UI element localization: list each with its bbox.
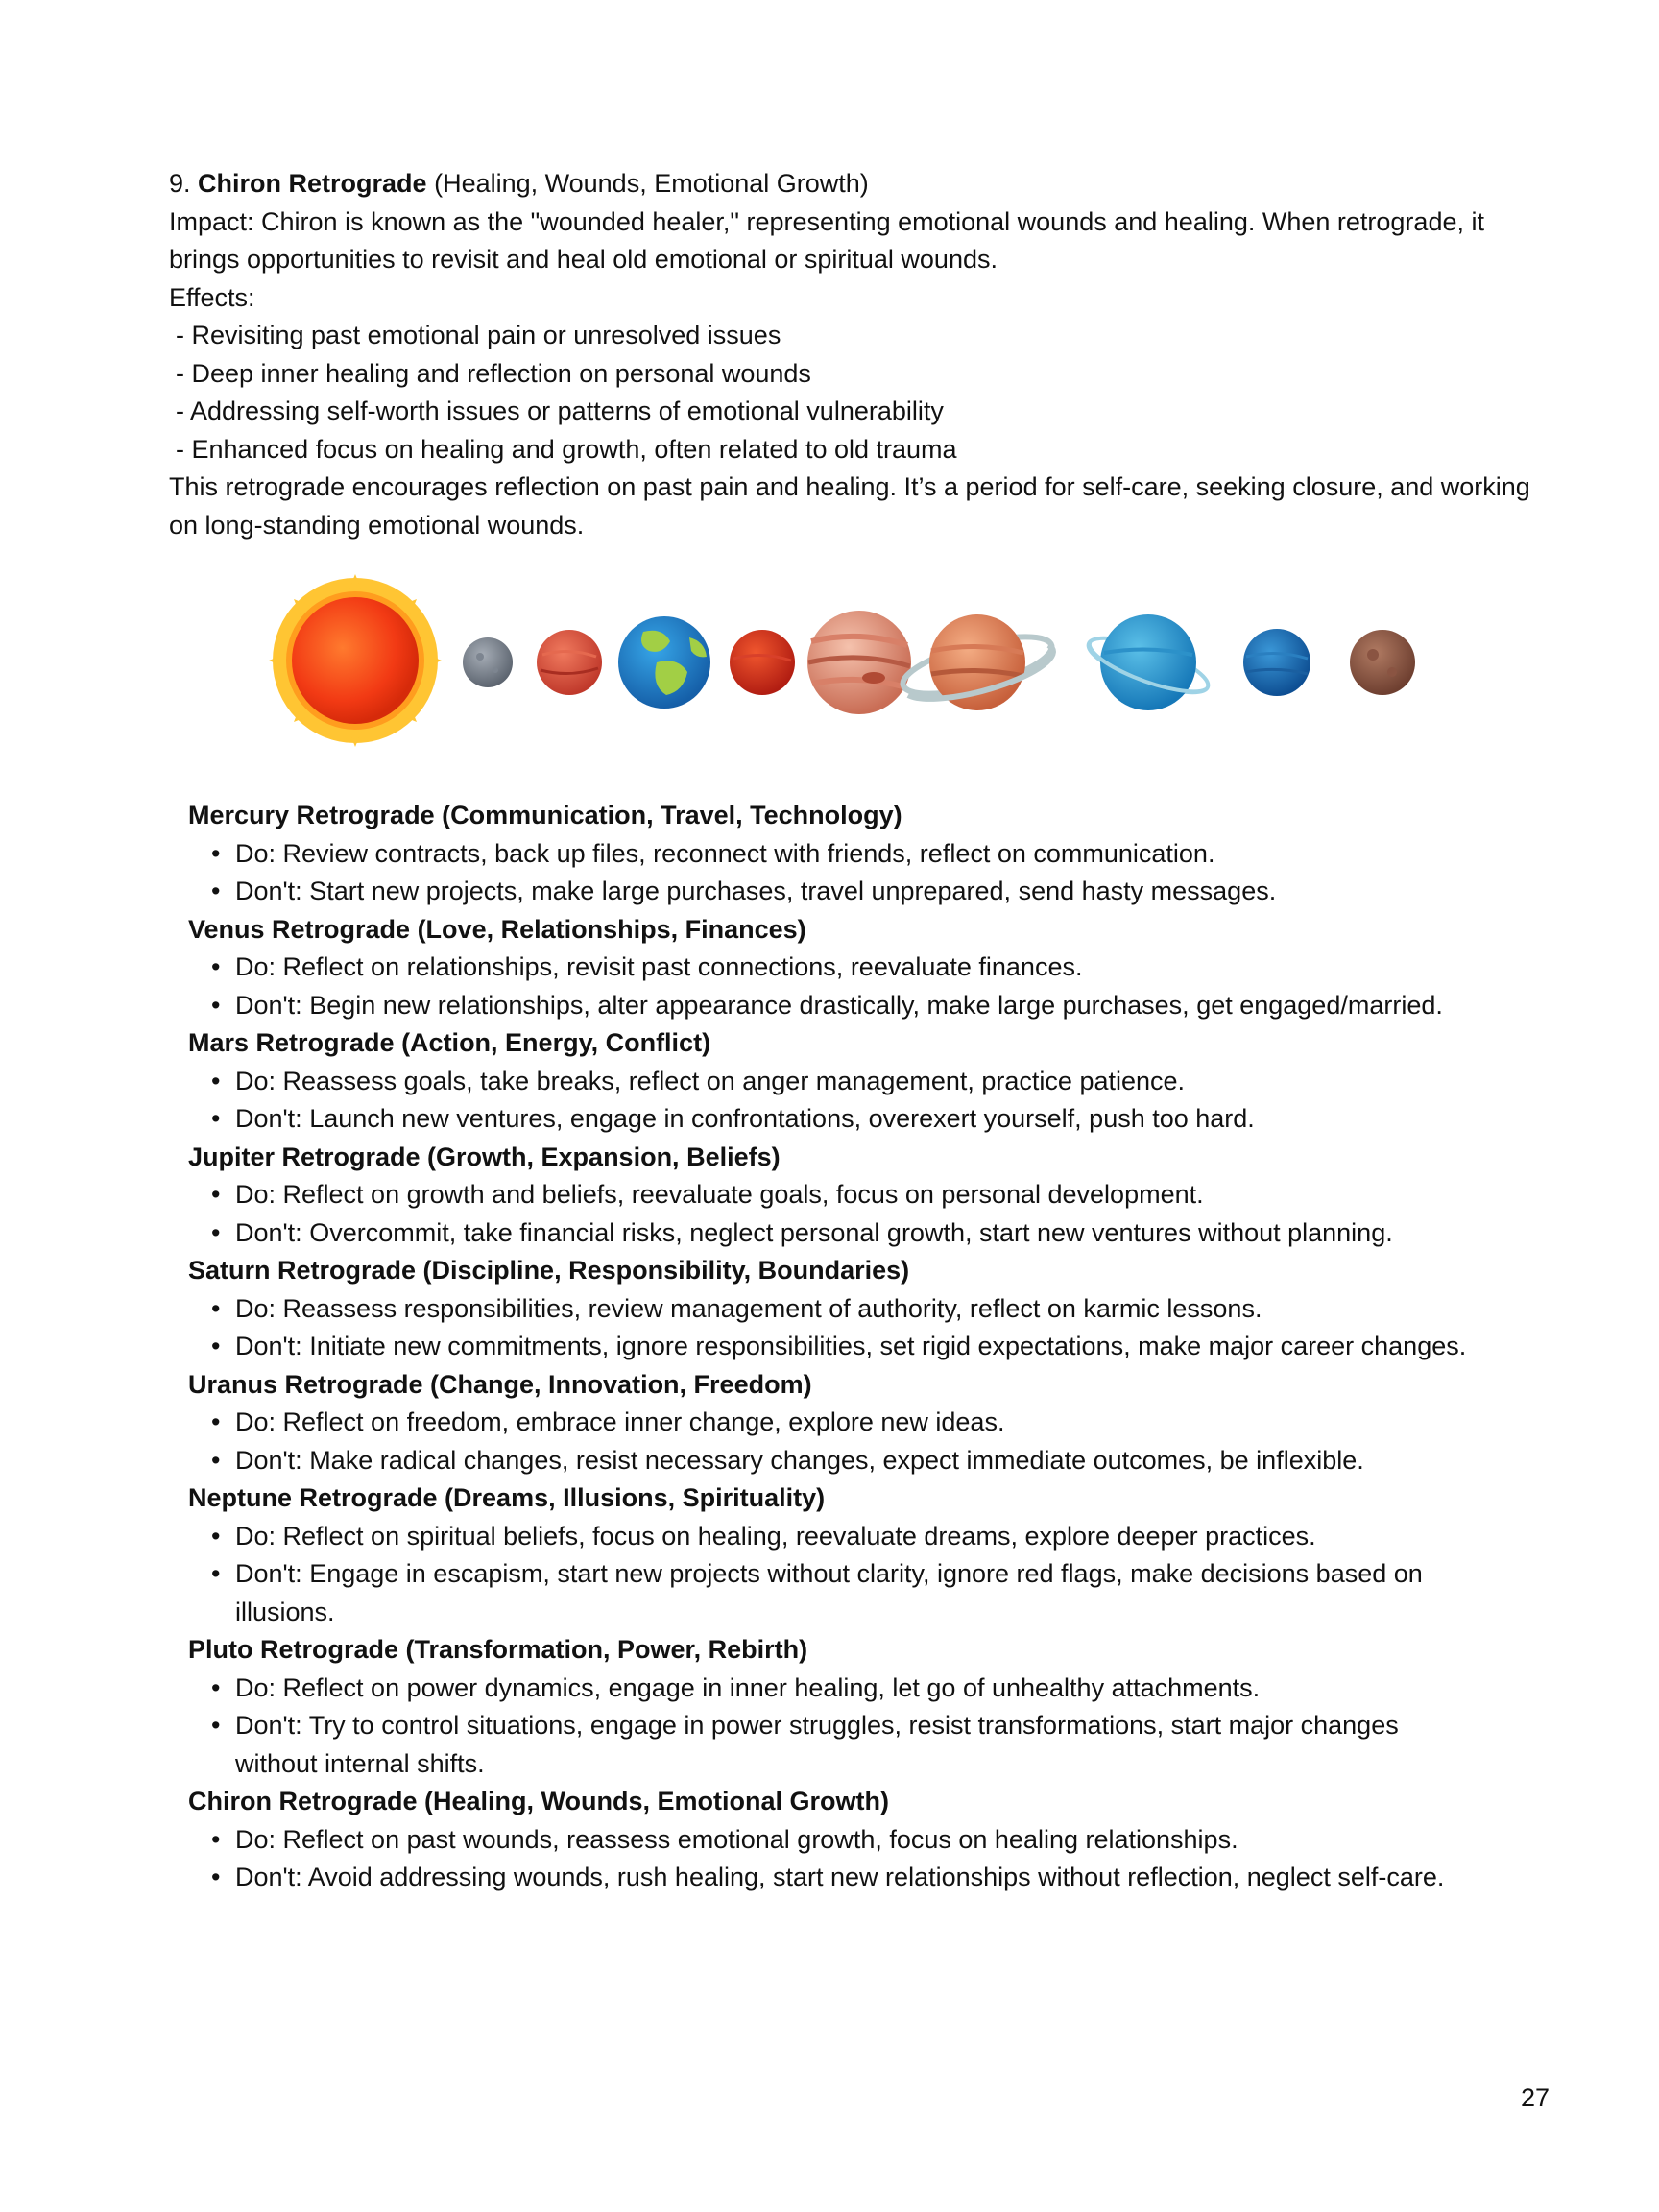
retrograde-heading: Chiron Retrograde (Healing, Wounds, Emotional Growth) (188, 1787, 890, 1815)
sun-icon (269, 574, 442, 747)
do-item: • Do: Reflect on relationships, revisit past connections, reevaluate finances. (188, 949, 1475, 987)
mercury-icon (463, 637, 513, 687)
retrograde-bullets (188, 1518, 1475, 1632)
section-title: Chiron Retrograde (198, 169, 427, 198)
pluto-icon (1350, 630, 1415, 695)
do-item: • Do: Review contracts, back up files, reconnect with friends, reflect on communication. (188, 835, 1475, 874)
planets-illustration (269, 574, 1421, 747)
retrograde-heading: Neptune Retrograde (Dreams, Illusions, Spirituality) (188, 1483, 826, 1512)
dont-item: • Don't: Initiate new commitments, ignore responsibilities, set rigid expectations, make major career changes. (188, 1328, 1475, 1366)
do-item: • Do: Reflect on power dynamics, engage in inner healing, let go of unhealthy attachments. (188, 1670, 1475, 1708)
dont-item: • Don't: Launch new ventures, engage in confrontations, overexert yourself, push too hard. (188, 1100, 1475, 1139)
effect-item: - Enhanced focus on healing and growth, often related to old trauma (176, 434, 957, 464)
dont-item: • Don't: Make radical changes, resist necessary changes, expect immediate outcomes, be inflexible. (188, 1442, 1475, 1480)
mars-icon (730, 630, 795, 695)
do-item: • Do: Reflect on growth and beliefs, reevaluate goals, focus on personal development. (188, 1176, 1475, 1214)
closing-paragraph: This retrograde encourages reflection on past pain and healing. It’s a period for self-care, seeking closure, and working on long-standing emotional wounds. (169, 472, 1530, 540)
retrograde-bullets (188, 1404, 1475, 1479)
effect-item: - Revisiting past emotional pain or unresolved issues (176, 321, 781, 349)
impact-paragraph: Impact: Chiron is known as the "wounded healer," representing emotional wounds and healing. When retrograde, it brings opportunities to revisit and heal old emotional or spiritual wounds. (169, 206, 1484, 274)
neptune-icon (1243, 629, 1310, 696)
page-number: 27 (1521, 2083, 1551, 2112)
retrograde-heading: Jupiter Retrograde (Growth, Expansion, Beliefs) (188, 1142, 781, 1171)
effects-label: Effects: (169, 282, 255, 312)
retrograde-guide-list (188, 797, 1475, 1897)
effect-item: - Addressing self-worth issues or patterns of emotional vulnerability (176, 397, 944, 425)
retrograde-bullets (188, 1670, 1475, 1784)
do-item: • Do: Reflect on past wounds, reassess emotional growth, focus on healing relationships. (188, 1821, 1475, 1860)
do-item: • Do: Reassess goals, take breaks, reflect on anger management, practice patience. (188, 1063, 1475, 1101)
earth-icon (618, 616, 710, 709)
do-item: • Do: Reflect on spiritual beliefs, focus on healing, reevaluate dreams, explore deeper practices. (188, 1518, 1475, 1556)
retrograde-bullets (188, 1290, 1475, 1366)
dont-item: • Don't: Overcommit, take financial risks, neglect personal growth, start new ventures without planning. (188, 1214, 1475, 1253)
retrograde-heading: Mercury Retrograde (Communication, Travel, Technology) (188, 801, 902, 830)
effect-item: - Deep inner healing and reflection on personal wounds (176, 358, 811, 388)
retrograde-bullets (188, 1063, 1475, 1139)
dont-item: • Don't: Try to control situations, engage in power struggles, resist transformations, start major changes without internal shifts. (188, 1707, 1475, 1783)
section-number: 9. (169, 169, 191, 198)
retrograde-bullets (188, 1176, 1475, 1252)
section-heading (169, 165, 1532, 204)
retrograde-heading: Saturn Retrograde (Discipline, Responsibility, Boundaries) (188, 1256, 910, 1285)
chiron-intro-section (169, 165, 1532, 544)
dont-item: • Don't: Begin new relationships, alter appearance drastically, make large purchases, get engaged/married. (188, 987, 1475, 1025)
dont-item: • Don't: Engage in escapism, start new projects without clarity, ignore red flags, make decisions based on illusions. (188, 1555, 1475, 1631)
jupiter-icon (807, 611, 911, 714)
do-item: • Do: Reassess responsibilities, review management of authority, reflect on karmic lessons. (188, 1290, 1475, 1329)
venus-icon (537, 630, 602, 695)
retrograde-heading: Venus Retrograde (Love, Relationships, Finances) (188, 914, 806, 944)
section-subtitle: (Healing, Wounds, Emotional Growth) (426, 169, 869, 198)
saturn-icon (898, 614, 1057, 710)
retrograde-bullets (188, 1821, 1475, 1897)
dont-item: • Don't: Start new projects, make large purchases, travel unprepared, send hasty messages. (188, 873, 1475, 911)
retrograde-heading: Mars Retrograde (Action, Energy, Conflict) (188, 1028, 711, 1057)
dont-item: • Don't: Avoid addressing wounds, rush healing, start new relationships without reflection, neglect self-care. (188, 1859, 1475, 1897)
retrograde-heading: Uranus Retrograde (Change, Innovation, Freedom) (188, 1369, 812, 1399)
retrograde-bullets (188, 949, 1475, 1024)
retrograde-bullets (188, 835, 1475, 911)
retrograde-heading: Pluto Retrograde (Transformation, Power, Rebirth) (188, 1635, 808, 1664)
uranus-icon (1083, 614, 1214, 710)
do-item: • Do: Reflect on freedom, embrace inner change, explore new ideas. (188, 1404, 1475, 1442)
